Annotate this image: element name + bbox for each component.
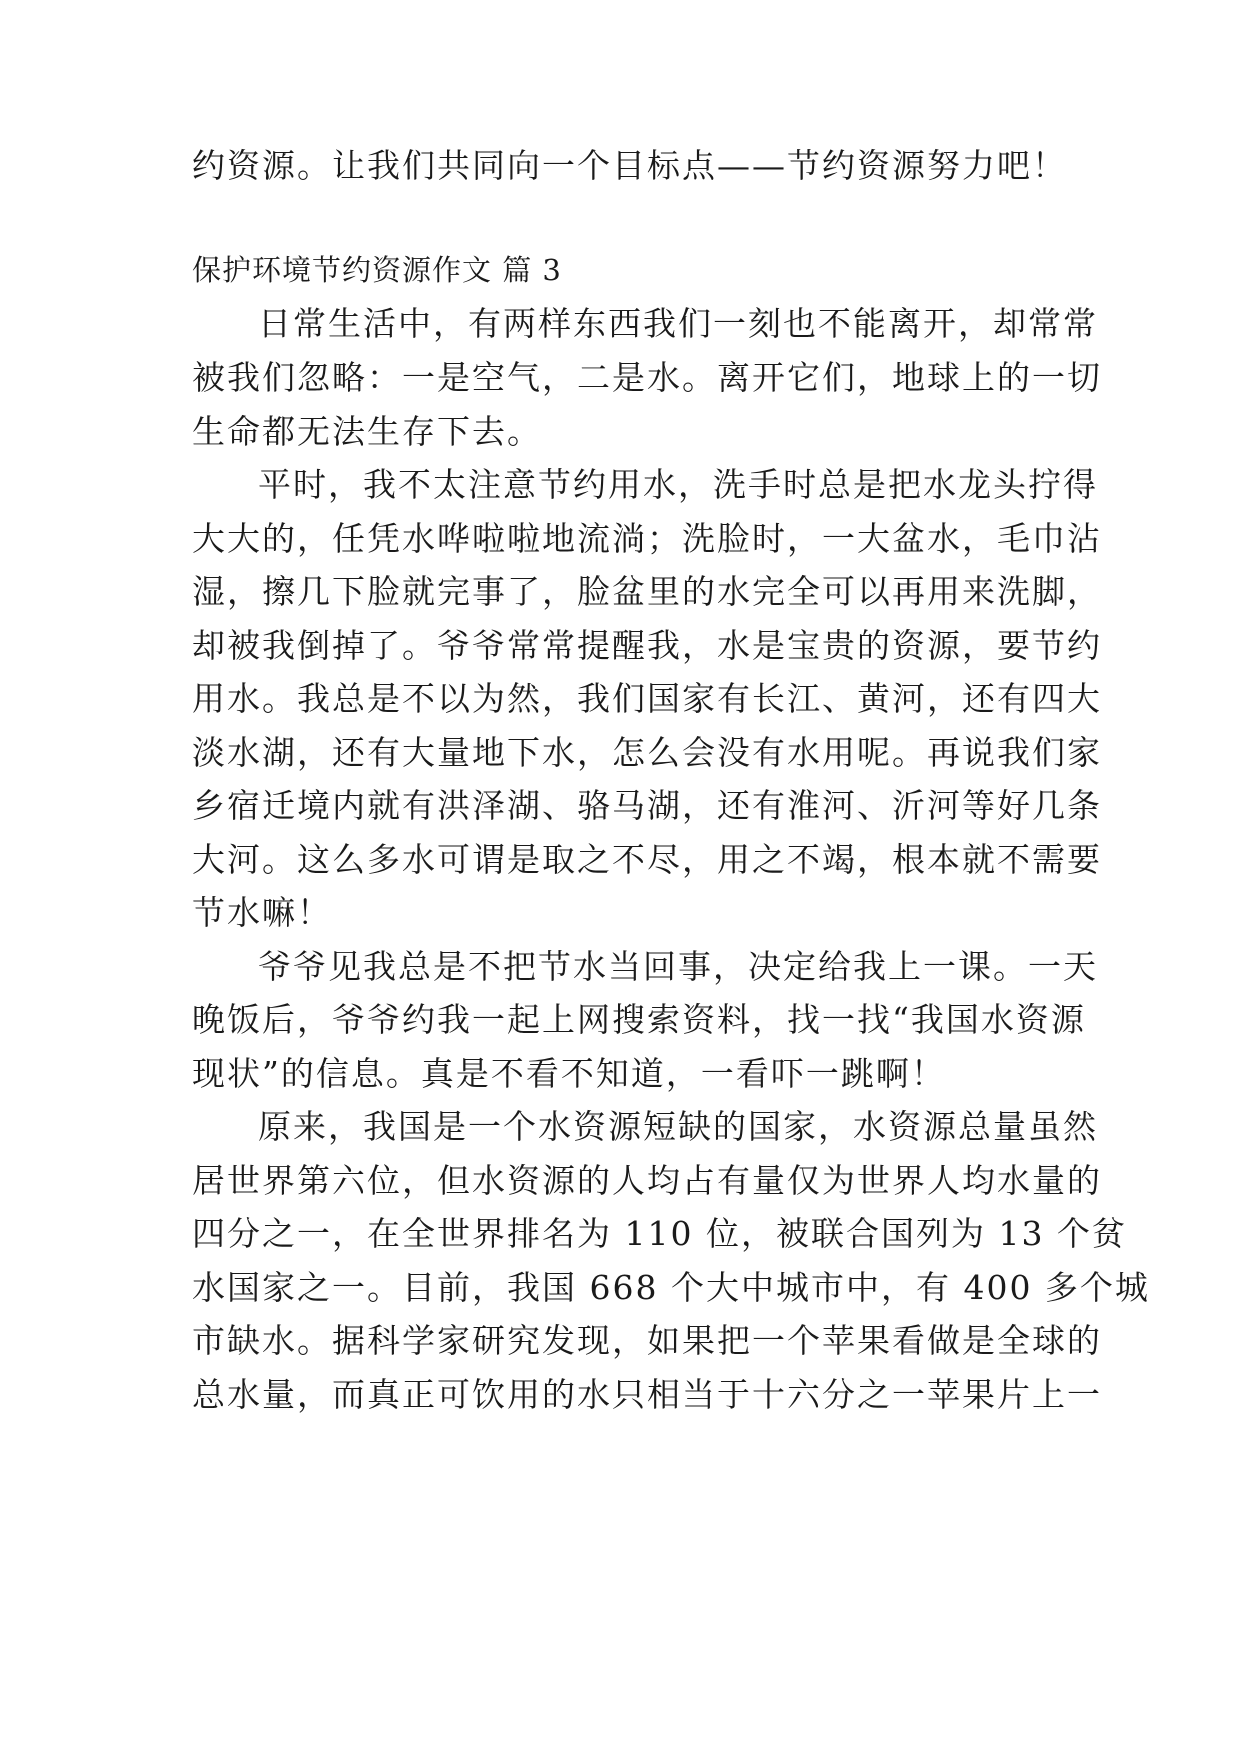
paragraph-4-line-1: 原来，我国是一个水资源短缺的国家，水资源总量虽然 [258,1107,1098,1146]
paragraph-1-line-2: 被我们忽略：一是空气，二是水。离开它们，地球上的一切 [192,358,1102,397]
paragraph-4-line-2: 居世界第六位，但水资源的人均占有量仅为世界人均水量的 [192,1161,1102,1200]
paragraph-2-line-1: 平时，我不太注意节约用水，洗手时总是把水龙头拧得 [258,465,1098,504]
paragraph-2-line-6: 淡水湖，还有大量地下水，怎么会没有水用呢。再说我们家 [192,733,1102,772]
paragraph-3-line-3: 现状”的信息。真是不看不知道，一看吓一跳啊！ [192,1054,946,1093]
paragraph-4-line-3: 四分之一，在全世界排名为 110 位，被联合国列为 13 个贫 [192,1214,1127,1253]
continuation-line: 约资源。让我们共同向一个目标点——节约资源努力吧！ [192,146,1067,185]
paragraph-2-line-5: 用水。我总是不以为然，我们国家有长江、黄河，还有四大 [192,679,1102,718]
paragraph-2-line-2: 大大的，任凭水哗啦啦地流淌；洗脸时，一大盆水，毛巾沾 [192,519,1102,558]
paragraph-4-line-5: 市缺水。据科学家研究发现，如果把一个苹果看做是全球的 [192,1321,1102,1360]
paragraph-1-line-3: 生命都无法生存下去。 [192,412,542,451]
paragraph-4-line-4: 水国家之一。目前，我国 668 个大中城市中，有 400 多个城 [192,1268,1150,1307]
paragraph-2-line-9: 节水嘛！ [192,893,332,932]
paragraph-2-line-3: 湿，擦几下脸就完事了，脸盆里的水完全可以再用来洗脚， [192,572,1102,611]
paragraph-3-line-1: 爷爷见我总是不把节水当回事，决定给我上一课。一天 [258,947,1098,986]
paragraph-2-line-8: 大河。这么多水可谓是取之不尽，用之不竭，根本就不需要 [192,840,1102,879]
paragraph-2-line-4: 却被我倒掉了。爷爷常常提醒我，水是宝贵的资源，要节约 [192,626,1102,665]
paragraph-2-line-7: 乡宿迁境内就有洪泽湖、骆马湖，还有淮河、沂河等好几条 [192,786,1102,825]
section-heading: 保护环境节约资源作文 篇 3 [192,253,562,287]
paragraph-1-line-1: 日常生活中，有两样东西我们一刻也不能离开，却常常 [258,304,1098,343]
paragraph-3-line-2: 晚饭后，爷爷约我一起上网搜索资料，找一找“我国水资源 [192,1000,1086,1039]
paragraph-4-line-6: 总水量，而真正可饮用的水只相当于十六分之一苹果片上一 [192,1375,1102,1414]
